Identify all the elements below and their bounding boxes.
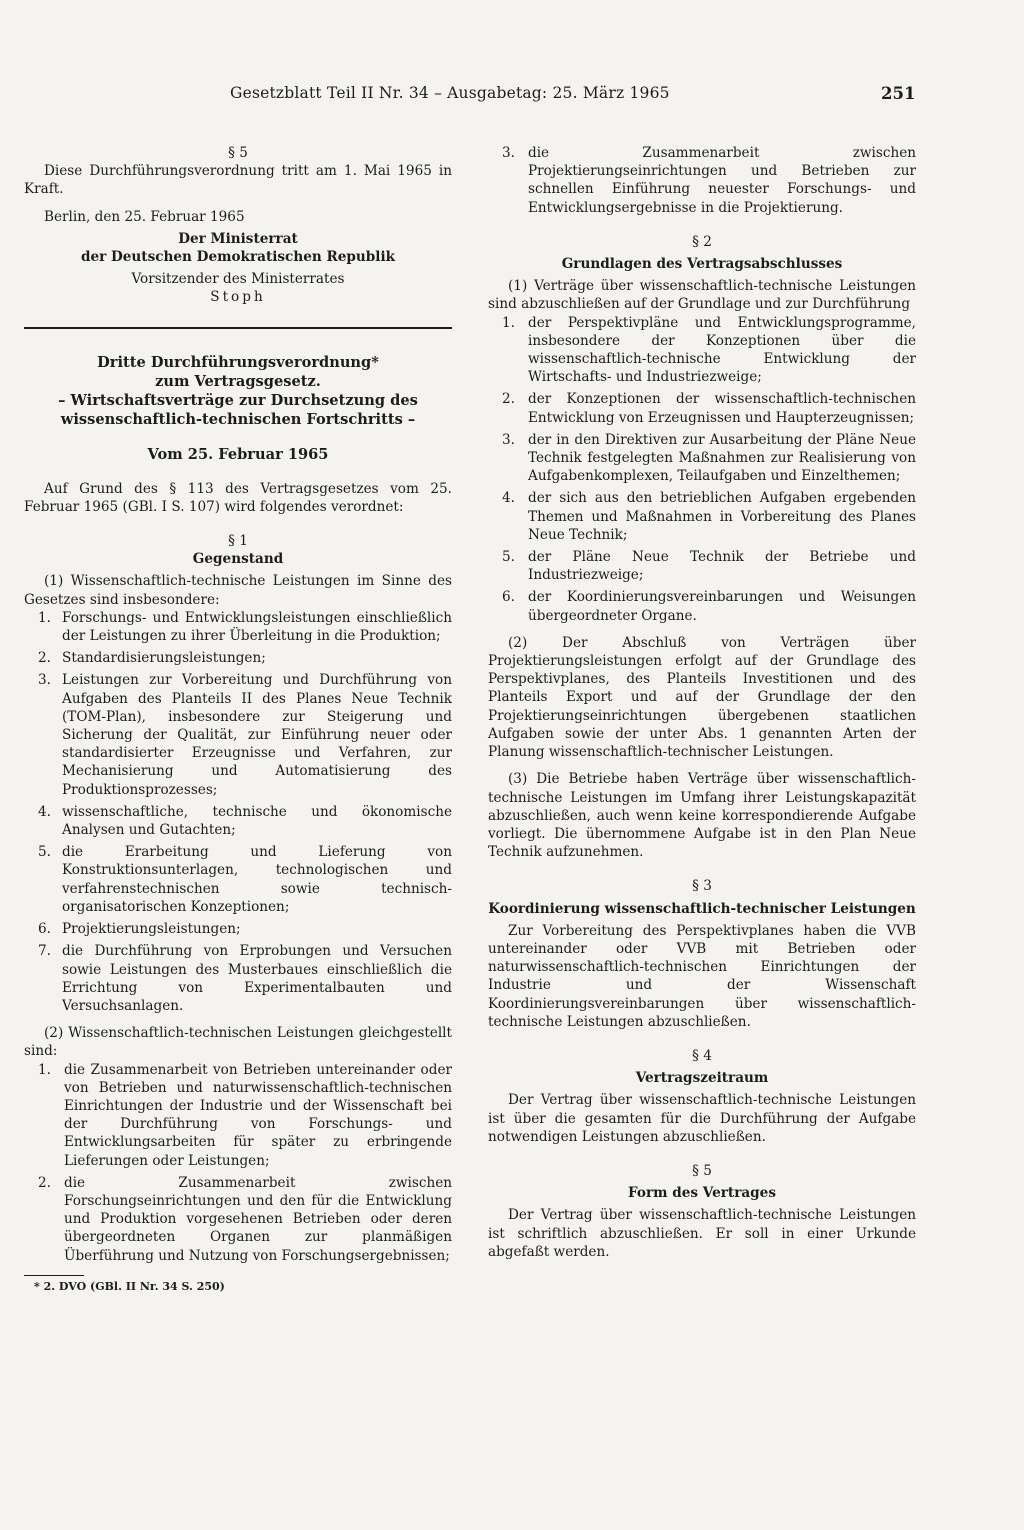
- list-item: 3. der in den Direktiven zur Ausarbeitung der Pläne Neue Technik festgelegten Maßnahmen zur Realisierung von Aufgabenkomplexen, Teilaufgaben und Einzelthemen;: [502, 431, 916, 485]
- page-number: 251: [881, 84, 916, 103]
- section-heading: Vertragszeitraum: [635, 1070, 769, 1087]
- header-title: Gesetzblatt Teil II Nr. 34 – Ausgabetag: 25. März 1965: [230, 84, 670, 102]
- preamble: Auf Grund des § 113 des Vertragsgesetzes vom 25. Februar 1965 (GBl. I S. 107) wird folgendes verordnet:: [24, 480, 452, 515]
- section-number: § 5: [228, 145, 248, 161]
- list-item: 5. der Pläne Neue Technik der Betriebe und Industriezweige;: [502, 549, 916, 584]
- list-item: 1. Forschungs- und Entwicklungsleistungen einschließlich der Leistungen zu ihrer Überleitung in die Produktion;: [38, 609, 452, 645]
- list: [488, 144, 916, 217]
- section-number: § 5: [692, 1162, 712, 1179]
- list: [24, 1061, 452, 1265]
- paragraph: (1) Verträge über wissenschaftlich-technische Leistungen sind abzuschließen auf der Grundlage und zur Durchführung: [488, 278, 916, 313]
- list-item: 3. die Zusammenarbeit zwischen Projektierungseinrichtungen und Betrieben zur schnellen Einführung neuester Forschungs- und Entwicklungsergebnisse in die Projektierung.: [502, 145, 916, 216]
- paragraph: (2) Der Abschluß von Verträgen über Projektierungsleistungen erfolgt auf der Grundlage des Perspektivplanes, des Planteils Investitionen und des Planteils Export und auf der Grundlage der den Projektierungseinrichtungen übergebenen staatlichen Aufgaben sowie der unter Abs. 1 genannten Arten der Planung wissenschaftlich-technischer Leistungen.: [488, 634, 916, 761]
- list-item: 2. Standardisierungsleistungen;: [38, 650, 266, 667]
- paragraph: (1) Wissenschaftlich-technische Leistungen im Sinne des Gesetzes sind insbesondere:: [24, 573, 452, 608]
- list-item: 5. die Erarbeitung und Lieferung von Konstruktionsunterlagen, technologischen und verfahrenstechnischen sowie technisch-organisatorischen Konzeptionen;: [38, 844, 452, 915]
- signer-role: Vorsitzender des Ministerrates: [131, 271, 345, 288]
- paragraph: Zur Vorbereitung des Perspektivplanes haben die VVB untereinander oder VVB mit Betrieben oder naturwissenschaftlich-technischen Einrichtungen der Industrie und der Wissenschaft Koordinierungsvereinbarungen über wissenschaftlich-technische Leistungen abzuschließen.: [488, 922, 916, 1030]
- paragraph: Der Vertrag über wissenschaftlich-technische Leistungen ist über die gesamten für die Durchführung der Aufgabe notwendigen Leistungen abzuschließen.: [488, 1092, 916, 1145]
- section-heading: Grundlagen des Vertragsabschlusses: [561, 256, 843, 273]
- paragraph: Der Vertrag über wissenschaftlich-technische Leistungen ist schriftlich abzuschließen. Er soll in einer Urkunde abgefaßt werden.: [488, 1207, 916, 1260]
- title-line: zum Vertragsgesetz.: [155, 372, 321, 390]
- section-heading: Gegenstand: [192, 551, 284, 568]
- list: [488, 314, 916, 625]
- list-item: 2. die Zusammenarbeit zwischen Forschungseinrichtungen und den für die Entwicklung und Produktion vorgesehenen Betrieben oder deren übergeordneten Organen zur planmäßigen Überführung und Nutzung von Forschungsergebnissen;: [38, 1174, 452, 1264]
- left-column: [24, 144, 452, 1294]
- decree-title: [24, 353, 452, 464]
- right-column: [488, 144, 916, 1261]
- place-date: Berlin, den 25. Februar 1965: [44, 208, 245, 225]
- section-heading: Koordinierung wissenschaftlich-technischer Leistungen: [488, 900, 916, 917]
- paragraph: (2) Wissenschaftlich-technischen Leistungen gleichgestellt sind:: [24, 1025, 452, 1060]
- title-line: Dritte Durchführungsverordnung*: [97, 353, 379, 371]
- list: [24, 609, 452, 1015]
- title-line: wissenschaftlich-technischen Fortschritts –: [60, 410, 416, 428]
- list-item: 7. die Durchführung von Erprobungen und Versuchen sowie Leistungen des Musterbaues einschließlich die Errichtung von Experimentalbauten und Versuchsanlagen.: [38, 943, 452, 1014]
- signer-name: Stoph: [210, 289, 266, 306]
- page-header: [0, 84, 1024, 108]
- title-line: – Wirtschaftsverträge zur Durchsetzung des: [58, 391, 418, 409]
- list-item: 6. der Koordinierungsvereinbarungen und Weisungen übergeordneter Organe.: [502, 589, 916, 624]
- section-number: § 1: [228, 533, 248, 550]
- list-item: 2. der Konzeptionen der wissenschaftlich-technischen Entwicklung von Erzeugnissen und Haupterzeugnissen;: [502, 391, 916, 426]
- section-number: § 2: [692, 233, 712, 250]
- signer-org: Der Ministerrat: [178, 230, 298, 247]
- list-item: 4. der sich aus den betrieblichen Aufgaben ergebenden Themen und Maßnahmen in Vorbereitung des Planes Neue Technik;: [502, 490, 916, 543]
- list-item: 1. der Perspektivpläne und Entwicklungsprogramme, insbesondere der Konzeptionen über die wissenschaftlich-technische Entwicklung der Wirtschafts- und Industriezweige;: [502, 314, 916, 386]
- section-number: § 3: [692, 878, 712, 895]
- paragraph: Diese Durchführungsverordnung tritt am 1. Mai 1965 in Kraft.: [24, 163, 452, 198]
- footnote: * 2. DVO (GBl. II Nr. 34 S. 250): [34, 1279, 225, 1293]
- paragraph: (3) Die Betriebe haben Verträge über wissenschaftlich-technische Leistungen im Umfang ihrer Leistungskapazität abzuschließen, auch wenn keine korrespondierende Aufgabe vorliegt. Die übernommene Aufgabe ist in den Plan Neue Technik aufzunehmen.: [488, 771, 916, 861]
- list-item: 1. die Zusammenarbeit von Betrieben untereinander oder von Betrieben und naturwissenschaftlich-technischen Einrichtungen der Industrie und der Wissenschaft bei der Durchführung von Forschungs- und Entwicklungsarbeiten für später zu erbringende Lieferungen oder Leistungen;: [38, 1061, 452, 1169]
- list-item: 6. Projektierungsleistungen;: [38, 921, 241, 938]
- signer-org: der Deutschen Demokratischen Republik: [80, 249, 396, 266]
- decree-date: Vom 25. Februar 1965: [147, 445, 329, 463]
- divider: [24, 327, 452, 329]
- list-item: 3. Leistungen zur Vorbereitung und Durchführung von Aufgaben des Planteils II des Planes Neue Technik (TOM-Plan), insbesondere zur Steigerung und Sicherung der Qualität, zur Einführung neuer oder standardisierter Erzeugnisse und Verfahren, zur Mechanisierung und Automatisierung des Produktionsprozesses;: [38, 672, 452, 798]
- list-item: 4. wissenschaftliche, technische und ökonomische Analysen und Gutachten;: [38, 803, 452, 839]
- footnote-divider: [24, 1275, 84, 1276]
- section-number: § 4: [692, 1047, 712, 1064]
- section-heading: Form des Vertrages: [628, 1185, 776, 1202]
